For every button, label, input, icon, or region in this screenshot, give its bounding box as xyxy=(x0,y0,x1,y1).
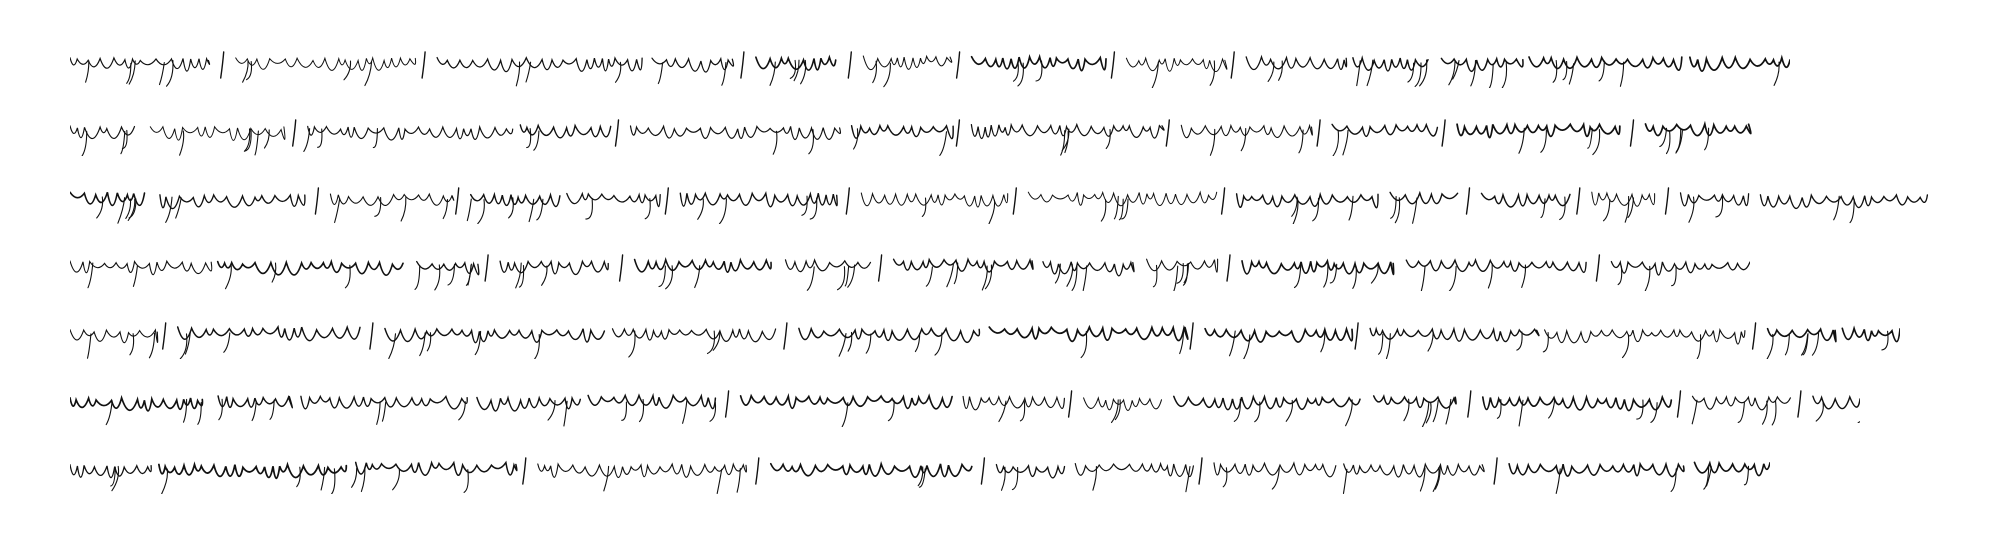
manuscript-line-2 xyxy=(70,110,1930,156)
manuscript-ink-strokes xyxy=(70,110,1770,156)
manuscript-line-3 xyxy=(70,178,1930,224)
manuscript-line-4 xyxy=(70,245,1930,291)
manuscript-line-7 xyxy=(70,448,1930,494)
manuscript-line-5 xyxy=(70,313,1930,359)
manuscript-ink-strokes xyxy=(70,381,1860,427)
manuscript-line-6 xyxy=(70,381,1930,427)
manuscript-ink-strokes xyxy=(70,448,1770,494)
manuscript-ink-strokes xyxy=(70,178,1930,224)
manuscript-ink-strokes xyxy=(70,313,1900,359)
manuscript-line-1 xyxy=(70,42,1930,88)
manuscript-ink-strokes xyxy=(70,42,1790,88)
manuscript-ink-strokes xyxy=(70,245,1750,291)
